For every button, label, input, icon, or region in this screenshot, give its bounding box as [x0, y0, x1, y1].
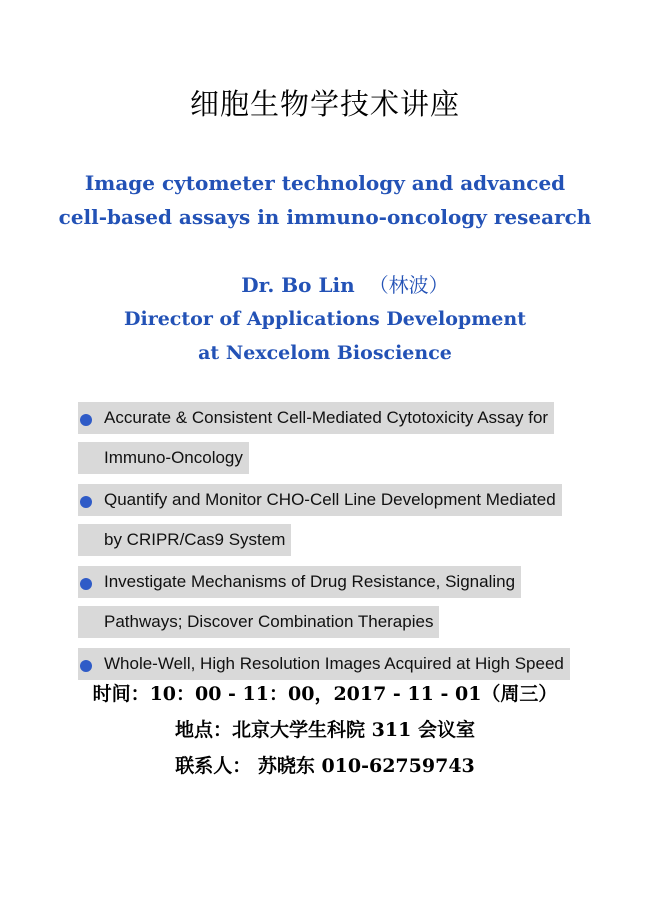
speaker-name-chinese: （林波） — [368, 273, 449, 297]
list-item-line-2: Pathways; Discover Combination Therapies — [78, 606, 439, 638]
talk-title — [40, 166, 610, 234]
event-info — [0, 676, 650, 784]
list-item — [78, 566, 618, 646]
bullet-dot-icon — [80, 660, 92, 672]
speaker-affiliation: at Nexcelom Bioscience — [198, 342, 452, 364]
list-item-line-2: Immuno-Oncology — [78, 442, 249, 474]
bullet-dot-icon — [80, 578, 92, 590]
speaker-role: Director of Applications Development — [124, 308, 526, 330]
talk-title-line-1: Image cytometer technology and advanced — [84, 171, 566, 195]
speaker-name-line — [0, 268, 650, 302]
talk-title-line-2: cell-based assays in immuno-oncology research — [58, 205, 592, 229]
list-item-line-2: by CRIPR/Cas9 System — [78, 524, 291, 556]
list-item-line-1: Investigate Mechanisms of Drug Resistance, Signaling — [78, 566, 521, 598]
speaker-block — [0, 268, 650, 370]
bullet-dot-icon — [80, 414, 92, 426]
feature-list — [78, 402, 618, 690]
bullet-dot-icon — [80, 496, 92, 508]
page-title: 细胞生物学技术讲座 — [189, 87, 460, 121]
list-item — [78, 402, 618, 482]
event-contact: 联系人： 苏晓东 010-62759743 — [175, 755, 475, 777]
list-item-line-1: Whole-Well, High Resolution Images Acquired at High Speed — [78, 648, 570, 680]
event-location: 地点：北京大学生科院 311 会议室 — [175, 719, 475, 741]
list-item-line-1: Accurate & Consistent Cell-Mediated Cytotoxicity Assay for — [78, 402, 554, 434]
event-time: 时间：10：00 - 11：00，2017 - 11 - 01（周三） — [92, 683, 558, 705]
speaker-name: Dr. Bo Lin — [241, 273, 355, 297]
list-item — [78, 484, 618, 564]
list-item-line-1: Quantify and Monitor CHO-Cell Line Development Mediated — [78, 484, 562, 516]
